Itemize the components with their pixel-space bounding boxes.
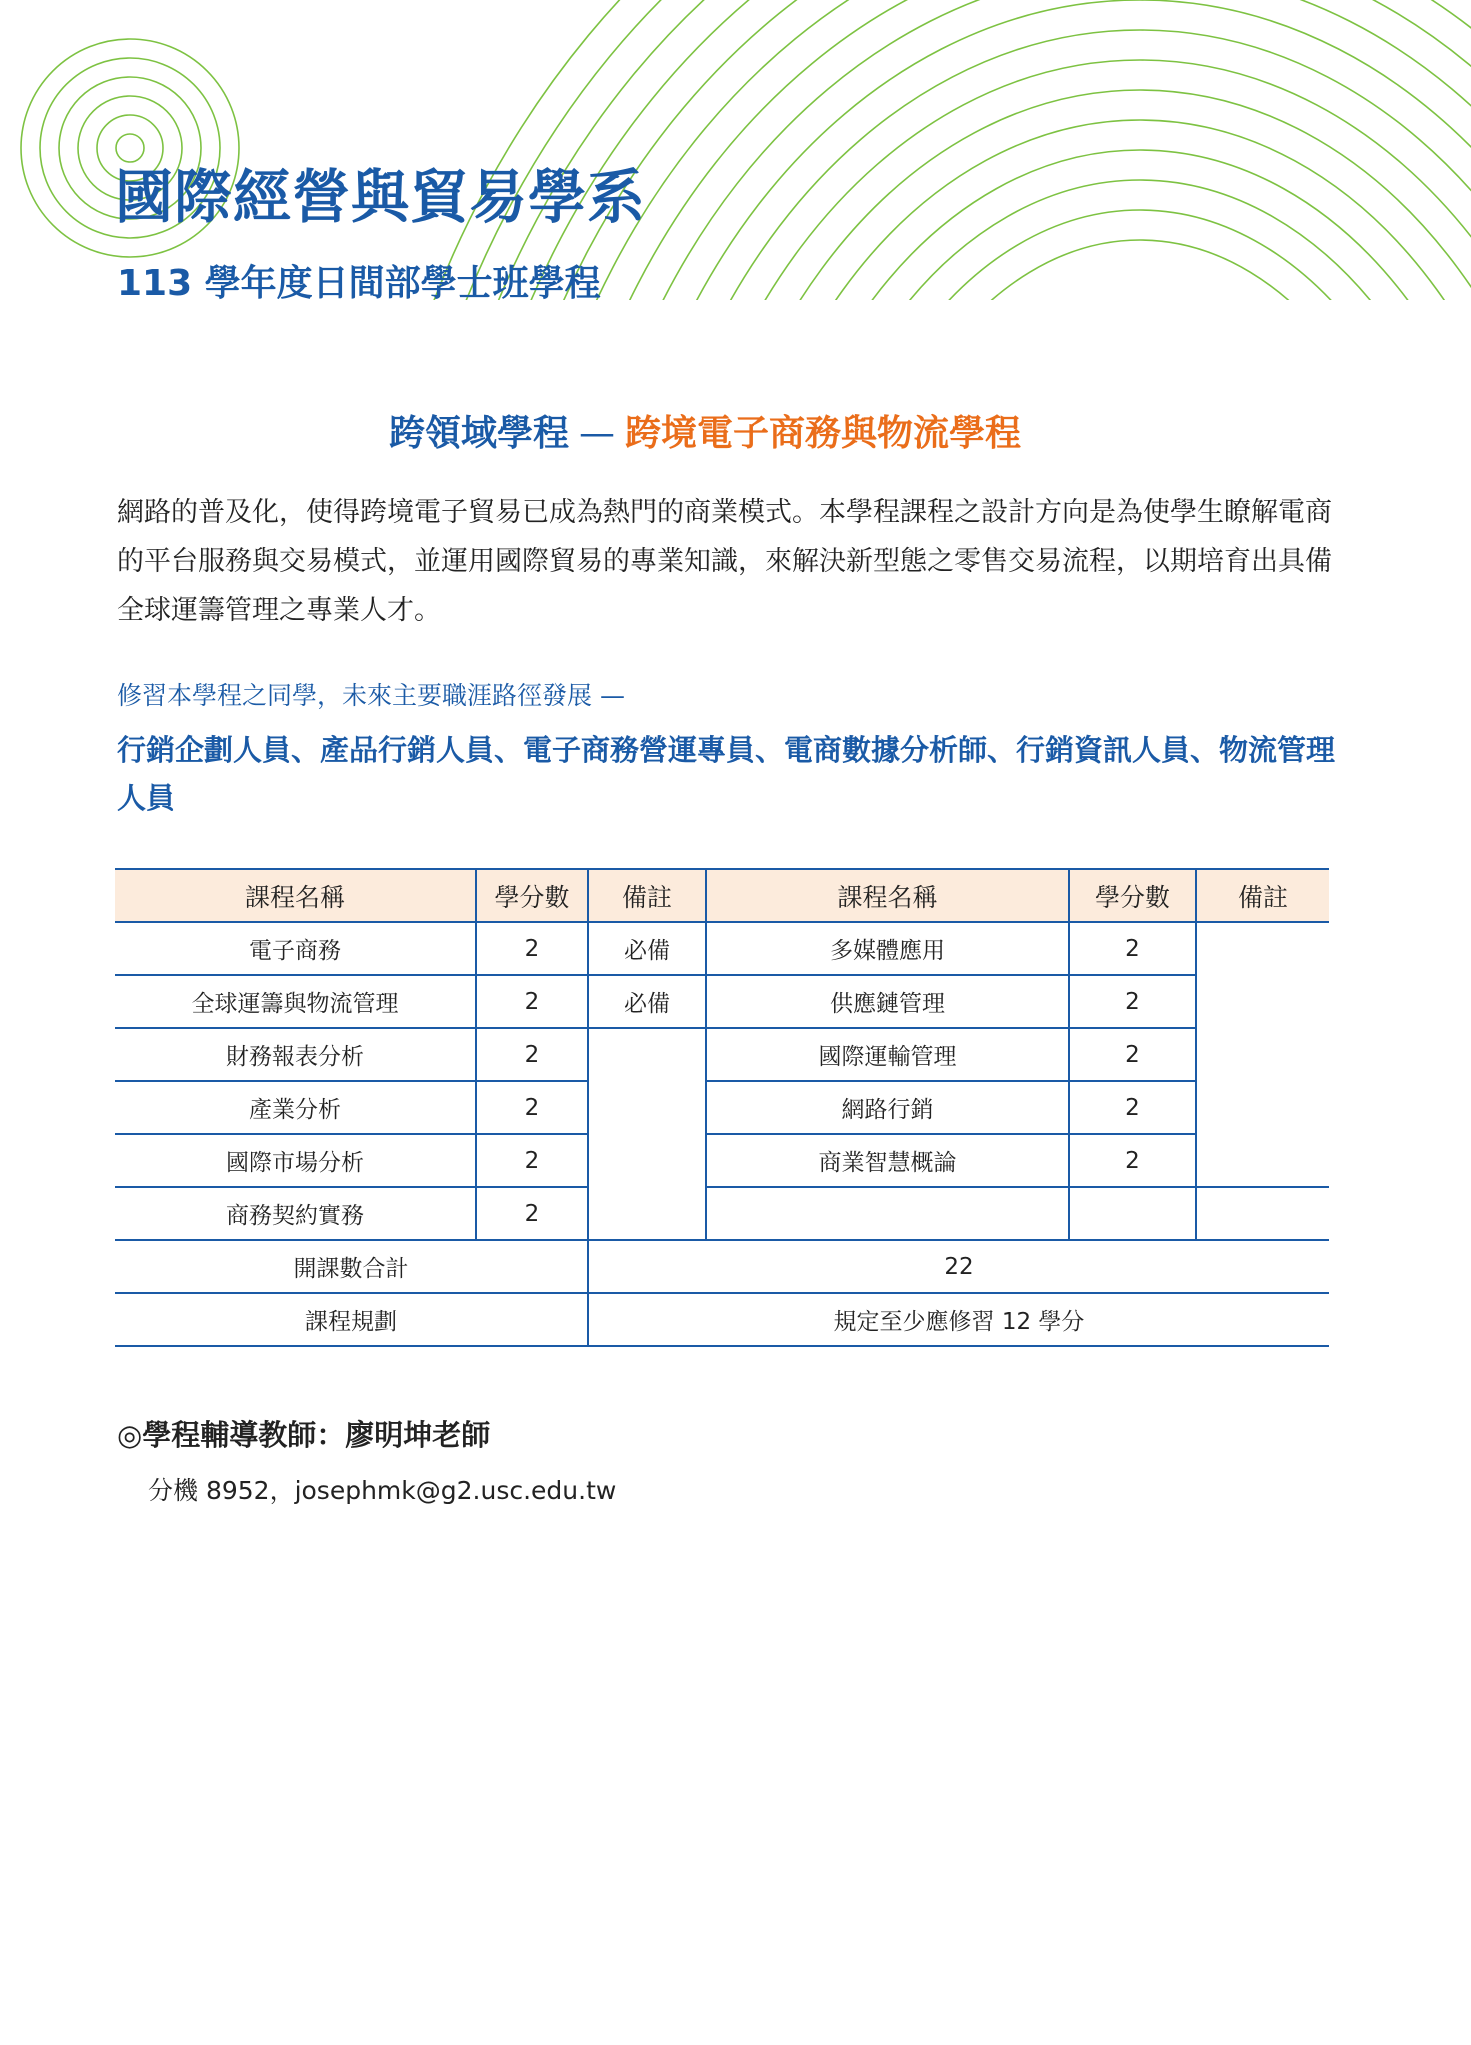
plan-row [115, 1293, 1329, 1346]
course-credits: 2 [1069, 1081, 1196, 1134]
course-credits: 2 [476, 1187, 588, 1240]
program-description: 網路的普及化，使得跨境電子貿易已成為熱門的商業模式。本學程課程之設計方向是為使學生瞭解電商的平台服務與交易模式，並運用國際貿易的專業知識，來解決新型態之零售交易流程，以期培育出具備全球運籌管理之專業人才。 [117, 497, 1332, 626]
advisor-label: ◎學程輔導教師：廖明坤老師 [117, 1418, 491, 1452]
total-label: 開課數合計 [115, 1240, 588, 1293]
academic-year-subtitle: 113 學年度日間部學士班學程 [117, 263, 601, 304]
course-credits: 2 [476, 1134, 588, 1187]
decorative-arc [840, 240, 1440, 300]
course-name: 國際市場分析 [115, 1134, 476, 1187]
course-name: 產業分析 [115, 1081, 476, 1134]
course-name: 商務契約實務 [115, 1187, 476, 1240]
header-course-name: 課程名稱 [706, 869, 1069, 922]
table-header-row [115, 869, 1329, 922]
course-note-merged [588, 1028, 706, 1240]
decorative-arc [720, 120, 1471, 300]
course-name: 國際運輸管理 [706, 1028, 1069, 1081]
course-note [1196, 1187, 1329, 1240]
career-list: 行銷企劃人員、產品行銷人員、電子商務營運專員、電商數據分析師、行銷資訊人員、物流管理人員 [117, 733, 1336, 815]
course-table [115, 868, 1329, 1347]
plan-value: 規定至少應修習 12 學分 [588, 1293, 1329, 1346]
course-credits: 2 [476, 1028, 588, 1081]
course-note: 必備 [588, 975, 706, 1028]
header-credits: 學分數 [1069, 869, 1196, 922]
table-row [115, 922, 1329, 975]
header-credits: 學分數 [476, 869, 588, 922]
course-credits: 2 [476, 922, 588, 975]
decorative-arc [660, 60, 1471, 300]
course-credits: 2 [476, 975, 588, 1028]
table-row [115, 1081, 1329, 1134]
course-note-merged [1196, 922, 1329, 1187]
career-label: 修習本學程之同學，未來主要職涯路徑發展 — [117, 681, 625, 710]
course-name: 多媒體應用 [706, 922, 1069, 975]
plan-label: 課程規劃 [115, 1293, 588, 1346]
program-heading [0, 405, 1410, 456]
table-row [115, 1028, 1329, 1081]
total-row [115, 1240, 1329, 1293]
header-note: 備註 [1196, 869, 1329, 922]
course-credits: 2 [1069, 922, 1196, 975]
course-name: 全球運籌與物流管理 [115, 975, 476, 1028]
header-course-name: 課程名稱 [115, 869, 476, 922]
table-row [115, 1187, 1329, 1240]
table-row [115, 975, 1329, 1028]
course-credits: 2 [1069, 1134, 1196, 1187]
course-name: 商業智慧概論 [706, 1134, 1069, 1187]
course-credits: 2 [476, 1081, 588, 1134]
header-note: 備註 [588, 869, 706, 922]
program-name: 跨境電子商務與物流學程 [625, 413, 1022, 454]
course-name: 供應鏈管理 [706, 975, 1069, 1028]
advisor-contact: 分機 8952，josephmk@g2.usc.edu.tw [148, 1476, 617, 1505]
course-name [706, 1187, 1069, 1240]
decorative-arc [810, 210, 1470, 300]
course-credits: 2 [1069, 1028, 1196, 1081]
decorative-arc [690, 90, 1471, 300]
decorative-arc [600, 0, 1471, 300]
course-credits: 2 [1069, 975, 1196, 1028]
course-credits [1069, 1187, 1196, 1240]
table-row [115, 1134, 1329, 1187]
course-note: 必備 [588, 922, 706, 975]
total-value: 22 [588, 1240, 1329, 1293]
course-name: 網路行銷 [706, 1081, 1069, 1134]
course-name: 財務報表分析 [115, 1028, 476, 1081]
department-title: 國際經營與貿易學系 [115, 163, 647, 231]
program-category: 跨領域學程 [388, 413, 569, 454]
heading-dash: — [579, 413, 615, 454]
course-name: 電子商務 [115, 922, 476, 975]
